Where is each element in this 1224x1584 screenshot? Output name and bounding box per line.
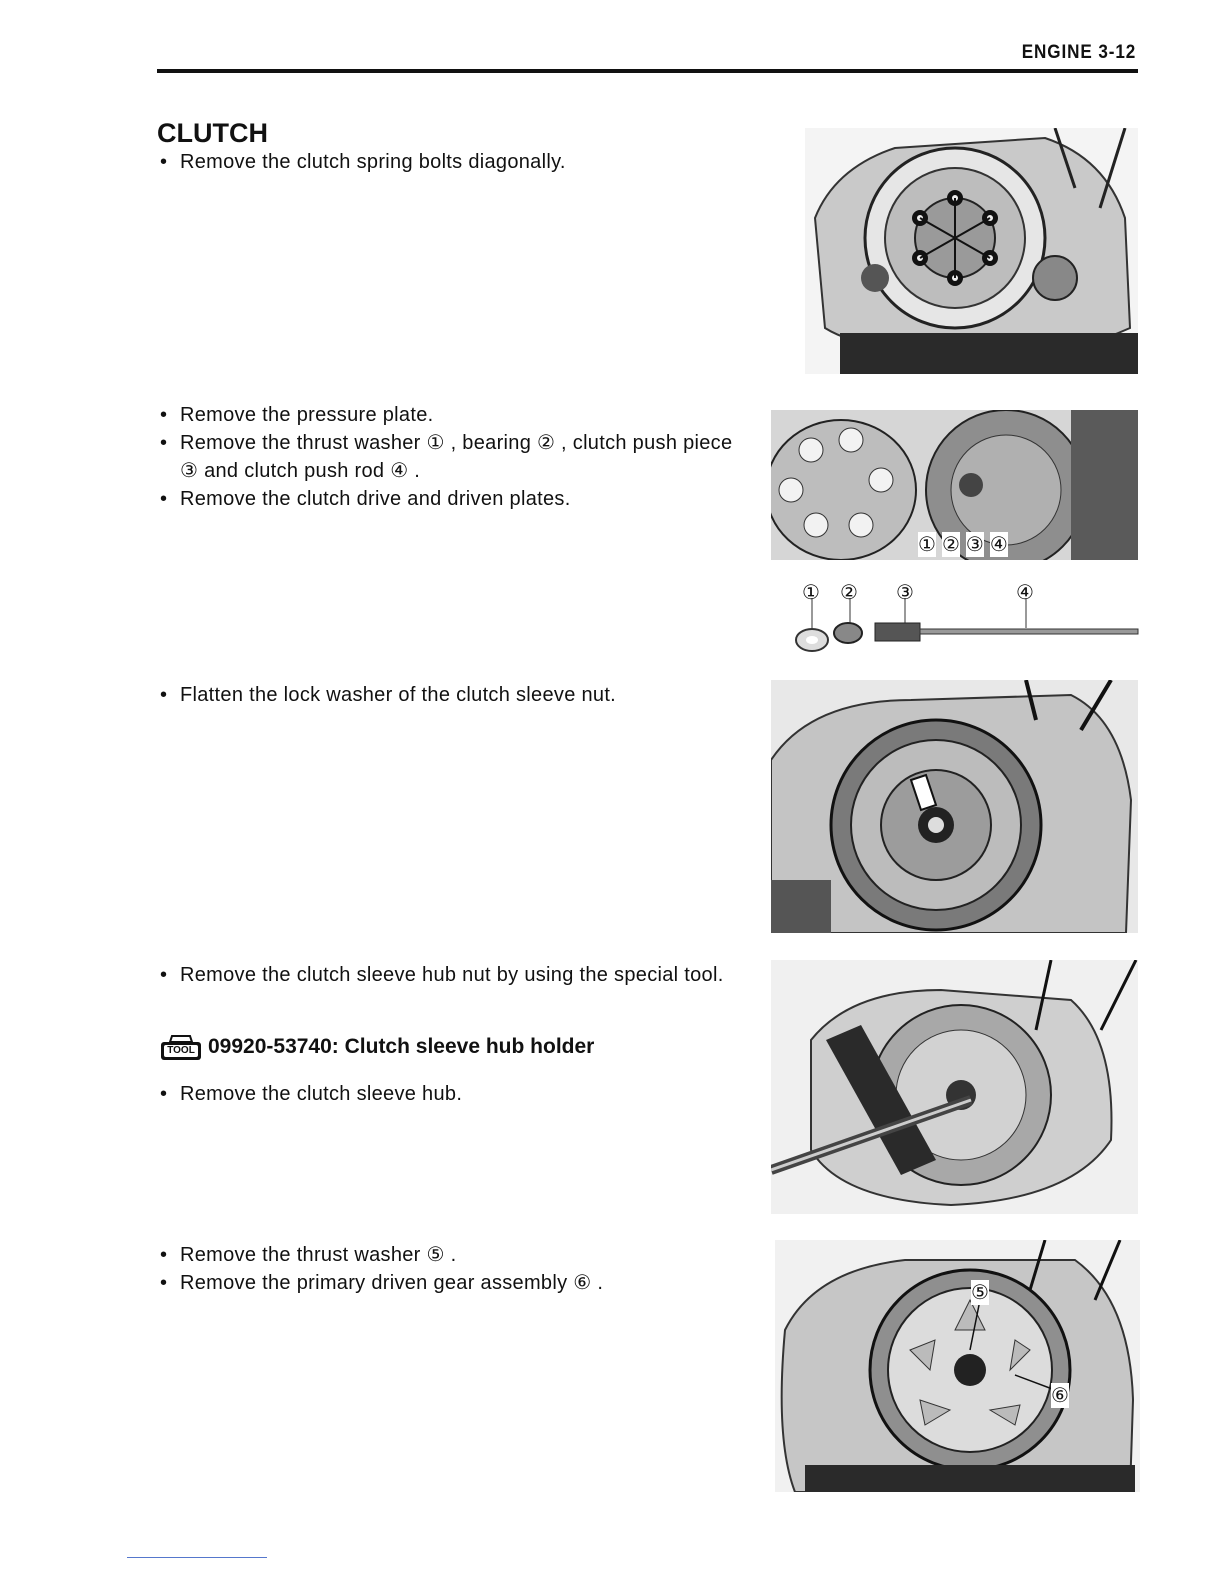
sleeve-hub-holder-photo xyxy=(771,960,1138,1214)
label-1: ① xyxy=(918,534,936,556)
step-3-bullet-1: • Flatten the lock washer of the clutch sleeve nut. xyxy=(160,681,750,709)
step-5-bullet-1: • Remove the thrust washer ⑤ . xyxy=(160,1241,750,1269)
step-1-bullet-1: • Remove the clutch spring bolts diagonally. xyxy=(160,148,750,176)
step-5-bullet-2: • Remove the primary driven gear assembly ⑥ . xyxy=(160,1269,750,1297)
step-4-bullet-2: • Remove the clutch sleeve hub. xyxy=(160,1080,750,1108)
part-label-4: ④ xyxy=(1016,582,1034,604)
label-3: ③ xyxy=(965,534,984,556)
label-6: ⑥ xyxy=(1051,1385,1069,1407)
label-4: ④ xyxy=(989,534,1008,556)
part-label-2: ② xyxy=(840,582,858,604)
step-2-list xyxy=(160,401,750,513)
primary-driven-gear-photo xyxy=(775,1240,1140,1492)
step-4-list-b xyxy=(160,1080,750,1108)
step-2-bullet-1: • Remove the pressure plate. xyxy=(160,401,750,429)
label-5: ⑤ xyxy=(971,1282,989,1304)
pressure-plate-photo xyxy=(771,410,1138,560)
step-4-bullet-1: • Remove the clutch sleeve hub nut by using the special tool. xyxy=(160,961,750,989)
step-3-list xyxy=(160,681,750,709)
section-title: CLUTCH xyxy=(157,118,268,148)
part-label-3: ③ xyxy=(896,582,914,604)
step-2-bullet-2: • Remove the thrust washer ① , bearing ② , clutch push piece ③ and clutch push rod ④ . xyxy=(160,429,750,485)
header-rule xyxy=(157,69,1138,73)
step-4-list xyxy=(160,961,750,989)
clutch-push-parts-diagram xyxy=(790,578,1140,658)
step-2-bullet-3: • Remove the clutch drive and driven plates. xyxy=(160,485,750,513)
tool-icon xyxy=(160,1034,200,1060)
part-label-1: ① xyxy=(802,582,820,604)
step-1-list xyxy=(160,148,750,176)
tool-number-text: 09920-53740: Clutch sleeve hub holder xyxy=(208,1035,595,1058)
step-5-list xyxy=(160,1241,750,1297)
tool-badge-text: TOOL xyxy=(167,1045,195,1056)
label-2: ② xyxy=(941,534,960,556)
figure-2-labels xyxy=(918,532,1008,557)
page-header: ENGINE 3-12 xyxy=(1021,42,1136,63)
lock-washer-photo xyxy=(771,680,1138,933)
clutch-spring-bolts-photo xyxy=(805,128,1138,374)
special-tool-line xyxy=(160,1034,594,1060)
footer-rule xyxy=(127,1557,267,1558)
